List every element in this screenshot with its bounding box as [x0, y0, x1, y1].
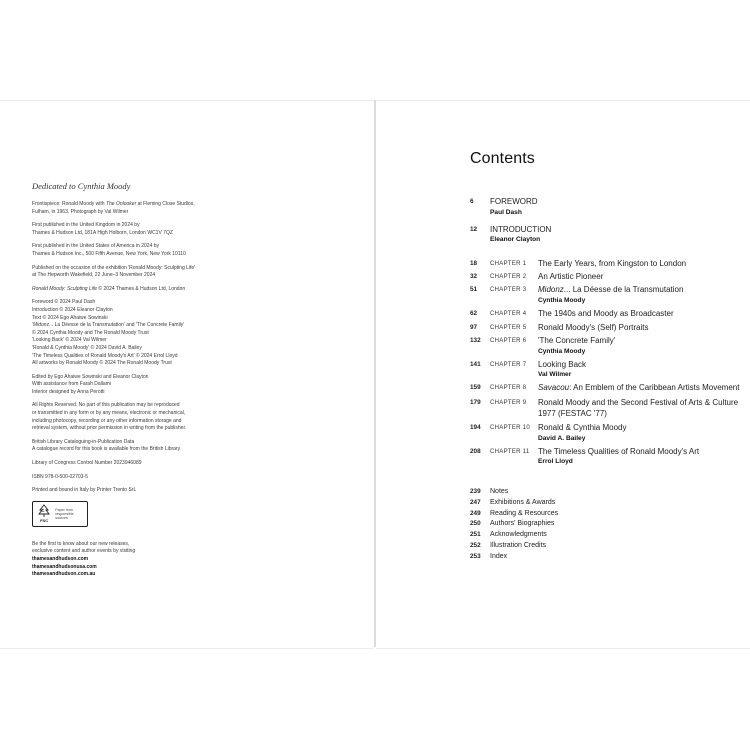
toc-author: Val Wilmer — [538, 371, 572, 379]
toc-chapter-label: CHAPTER 2 — [490, 274, 527, 281]
credit-line: All artworks by Ronald Moody © 2024 The Ronald Moody Trust — [32, 360, 172, 367]
imprint-line: First published in the United Kingdom in 2024 by — [32, 222, 140, 229]
loc-number — [32, 460, 252, 468]
toc-chapter-label: CHAPTER 3 — [490, 287, 527, 294]
toc-page-number: 51 — [470, 286, 478, 294]
back-matter-label: Exhibitions & Awards — [490, 498, 556, 506]
toc-title: Looking Back — [538, 359, 587, 369]
toc-title: INTRODUCTION — [490, 224, 552, 234]
fsc-logo — [32, 501, 88, 527]
imprint-line: All Rights Reserved. No part of this publication may be reproduced — [32, 402, 180, 409]
back-matter-list — [470, 487, 670, 563]
newsletter-signup — [32, 541, 252, 579]
toc-entry-chapter-10[interactable] — [470, 423, 740, 443]
credit-line: 'The Timeless Qualities of Ronald Moody's Art' © 2024 Errol Lloyd — [32, 352, 178, 359]
toc-chapter-label: CHAPTER 6 — [490, 338, 527, 345]
dedication: Dedicated to Cynthia Moody — [32, 181, 131, 191]
toc-page-number: 239 — [470, 488, 481, 495]
toc-title: Ronald Moody's (Self) Portraits — [538, 322, 649, 332]
toc-page-number: 141 — [470, 360, 481, 368]
first-published-uk — [32, 222, 252, 237]
toc-entry-chapter-7[interactable] — [470, 360, 740, 380]
frontispiece-note — [32, 201, 252, 216]
toc-title: The 1940s and Moody as Broadcaster — [538, 308, 674, 318]
back-matter-label: Authors' Biographies — [490, 520, 555, 528]
toc-entry-chapter-9[interactable] — [470, 398, 740, 419]
cip-data — [32, 439, 252, 454]
toc-title: FOREWORD — [490, 197, 538, 206]
toc-chapter-label: CHAPTER 11 — [490, 448, 530, 455]
back-matter-label: Illustration Credits — [490, 541, 547, 549]
fsc-tree-icon — [36, 503, 52, 525]
toc-chapter-label: CHAPTER 8 — [490, 385, 527, 392]
imprint-line: British Library Cataloguing-in-Publication Data — [32, 438, 135, 445]
toc-title: The Timeless Qualities of Ronald Moody's Art — [538, 446, 700, 456]
back-matter-reading[interactable] — [470, 509, 670, 520]
toc-entry-introduction[interactable] — [470, 225, 740, 245]
isbn — [32, 474, 252, 482]
toc-entry-chapter-2[interactable] — [470, 272, 740, 283]
signup-line: Be the first to know about our new releases, — [32, 540, 130, 547]
website-link-au[interactable]: thamesandhudson.com.au — [32, 571, 96, 578]
back-matter-index[interactable] — [470, 552, 670, 563]
printer-note — [32, 487, 252, 495]
back-matter-notes[interactable] — [470, 487, 670, 498]
credit-line: 'Midonz... La Déesse de la Transmutation' and 'The Concrete Family' — [32, 322, 185, 329]
back-matter-label: Reading & Resources — [490, 509, 559, 517]
credit-line: © 2024 Cynthia Moody and The Ronald Moody Trust — [32, 329, 149, 336]
copyright-line — [32, 286, 252, 294]
toc-author: Errol Lloyd — [538, 458, 573, 466]
imprint-line: ISBN 978-0-500-02703-5 — [32, 473, 88, 480]
back-matter-label: Acknowledgments — [490, 531, 547, 539]
toc-author: David A. Bailey — [538, 434, 586, 442]
imprint-line: or transmitted in any form or by any means, electronic or mechanical, — [32, 410, 186, 417]
toc-page-number: 252 — [470, 541, 481, 549]
imprint-line: Thames & Hudson Inc., 500 Fifth Avenue, New York, New York 10110 — [32, 250, 186, 257]
credit-line: Text © 2024 Ego Ahaiwe Sowinski — [32, 314, 108, 321]
toc-page-number: 194 — [470, 424, 481, 432]
first-published-us — [32, 243, 252, 258]
toc-entry-chapter-1[interactable] — [470, 259, 740, 270]
rights-statement — [32, 402, 252, 432]
toc-entry-chapter-5[interactable] — [470, 323, 740, 334]
toc-page-number: 97 — [470, 323, 478, 331]
imprint-block — [32, 181, 252, 579]
back-matter-label: Notes — [490, 488, 509, 495]
toc-chapter-label: CHAPTER 9 — [490, 399, 527, 406]
toc-entry-chapter-8[interactable] — [470, 383, 740, 394]
imprint-line: Fulham, in 1963. Photograph by Val Wilmer — [32, 208, 129, 215]
credits — [32, 299, 252, 367]
exhibition-note — [32, 265, 252, 280]
toc-page-number: 18 — [470, 260, 478, 268]
imprint-line: Printed and bound in Italy by Printer Trento SrL — [32, 487, 137, 494]
credit-line: Foreword © 2024 Paul Dash — [32, 299, 96, 306]
toc-page-number: 62 — [470, 309, 478, 317]
table-of-contents — [470, 197, 740, 466]
toc-author: Eleanor Clayton — [490, 236, 541, 244]
back-matter-acknowledgments[interactable] — [470, 530, 670, 541]
signup-line: exclusive content and author events by visiting — [32, 548, 136, 555]
toc-page-number: 249 — [470, 509, 481, 517]
contents-page — [376, 100, 750, 649]
editors — [32, 374, 252, 397]
toc-page-number: 159 — [470, 384, 481, 392]
toc-page-number: 247 — [470, 498, 481, 506]
imprint-line: Frontispiece: Ronald Moody with The Onlooker at Fleming Close Studios, — [32, 201, 195, 207]
toc-page-number: 12 — [470, 225, 478, 233]
toc-title: Ronald & Cynthia Moody — [538, 423, 627, 433]
toc-entry-chapter-4[interactable] — [470, 309, 740, 320]
imprint-line: Library of Congress Control Number 2023946089 — [32, 460, 142, 467]
toc-title: An Artistic Pioneer — [538, 272, 604, 282]
imprint-line: retrieval system, without prior permission in writing from the publisher. — [32, 425, 187, 432]
toc-page-number: 208 — [470, 447, 481, 455]
toc-title: Savacou: An Emblem of the Caribbean Artists Movement — [538, 383, 740, 393]
toc-author: Cynthia Moody — [538, 296, 586, 304]
toc-page-number: 6 — [470, 198, 474, 205]
toc-entry-chapter-6[interactable] — [470, 336, 740, 356]
toc-chapter-label: CHAPTER 7 — [490, 361, 527, 368]
toc-chapter-label: CHAPTER 5 — [490, 324, 527, 331]
imprint-line: Edited by Ego Ahaiwe Sowinski and Eleanor Clayton — [32, 373, 149, 380]
toc-page-number: 250 — [470, 520, 481, 528]
imprint-line: including photocopy, recording or any other information storage and — [32, 417, 182, 424]
website-link[interactable]: thamesandhudson.com — [32, 556, 89, 562]
credit-line: 'Looking Back' © 2024 Val Wilmer — [32, 337, 107, 344]
back-matter-biographies[interactable] — [470, 519, 670, 530]
credit-line: 'Ronald & Cynthia Moody' © 2024 David A. Bailey — [32, 344, 142, 351]
back-matter-credits[interactable] — [470, 541, 670, 552]
imprint-page — [0, 100, 374, 649]
toc-page-number: 251 — [470, 531, 481, 539]
imprint-line: Ronald Moody: Sculpting Life © 2024 Thames & Hudson Ltd, London — [32, 285, 186, 292]
toc-chapter-label: CHAPTER 10 — [490, 425, 531, 432]
toc-entry-chapter-3[interactable] — [470, 285, 740, 305]
toc-page-number: 179 — [470, 398, 481, 406]
imprint-line: Published on the occasion of the exhibition 'Ronald Moody: Sculpting Life' — [32, 264, 196, 271]
website-link-usa[interactable]: thamesandhudsonusa.com — [32, 563, 97, 570]
toc-title: 'The Concrete Family' — [538, 336, 616, 346]
imprint-line: First published in the United States of America in 2024 by — [32, 243, 160, 250]
toc-entry-chapter-11[interactable] — [470, 447, 740, 467]
toc-chapter-label: CHAPTER 1 — [490, 261, 527, 268]
toc-title: Ronald Moody and the Second Festival of Arts & Culture 1977 (FESTAC '77) — [538, 397, 739, 418]
credit-line: Introduction © 2024 Eleanor Clayton — [32, 306, 113, 313]
back-matter-exhibitions[interactable] — [470, 498, 670, 509]
imprint-line: A catalogue record for this book is available from the British Library — [32, 446, 181, 453]
fsc-label: FSC — [40, 518, 49, 524]
toc-chapter-label: CHAPTER 4 — [490, 310, 527, 317]
back-matter-label: Index — [490, 552, 508, 560]
toc-entry-foreword[interactable] — [470, 197, 740, 217]
book-spread — [0, 100, 750, 647]
toc-title: The Early Years, from Kingston to London — [538, 259, 687, 269]
imprint-line: Interior designed by Anna Perotti — [32, 388, 105, 395]
imprint-line: at The Hepworth Wakefield, 22 June–3 November 2024 — [32, 272, 156, 279]
toc-title: Midonz... La Déesse de la Transmutation — [538, 285, 684, 295]
toc-author: Paul Dash — [490, 208, 522, 216]
toc-author: Cynthia Moody — [538, 347, 586, 355]
fsc-text: Paper from responsible sources — [55, 507, 74, 520]
toc-page-number: 132 — [470, 337, 481, 345]
imprint-line: Thames & Hudson Ltd, 181A High Holborn, London WC1V 7QZ — [32, 229, 173, 236]
toc-page-number: 253 — [470, 552, 481, 560]
page-title: Contents — [470, 150, 535, 167]
toc-page-number: 32 — [470, 273, 478, 281]
imprint-line: With assistance from Farah Dallami — [32, 381, 111, 388]
